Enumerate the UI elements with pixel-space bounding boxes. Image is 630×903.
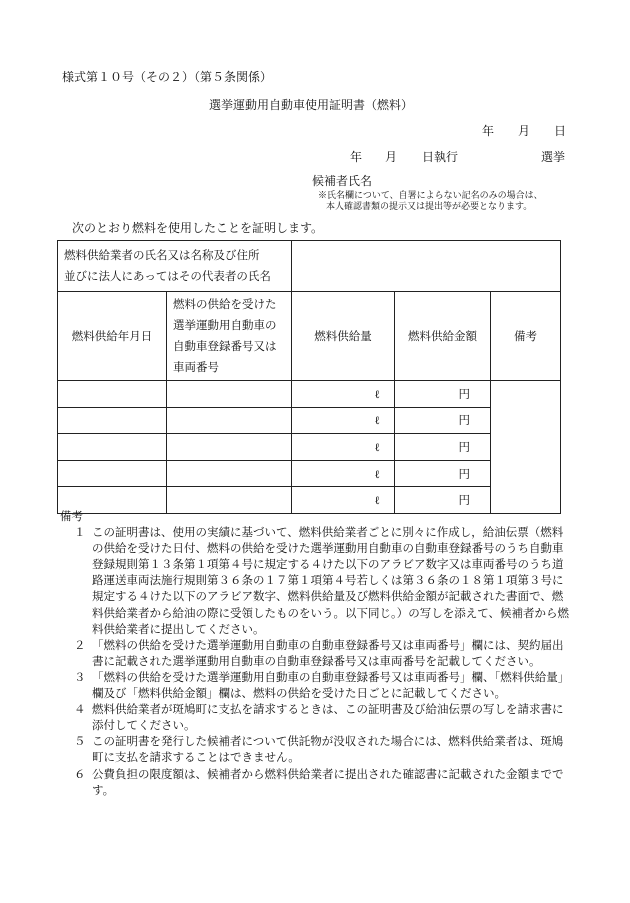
intro-text: 次のとおり燃料を使用したことを証明します。 [72, 221, 324, 235]
note-text: 燃料供給業者が斑鳩町に支払を請求するときは、この証明書及び給油伝票の写しを請求書に添付してください。 [92, 702, 564, 733]
supplier-label-line-2: 並びに法人にあってはその代表者の氏名 [64, 269, 271, 283]
note-item [60, 766, 570, 798]
note-text: 「燃料の供給を受けた選挙運動用自動車の自動車登録番号又は車両番号」欄には、契約届出書に記載された選挙運動用自動車の自動車登録番号又は車両番号を記載してください。 [92, 637, 564, 668]
candidate-note-2: 本人確認書類の提示又は提出等が必要となります。 [326, 202, 533, 212]
table-row [58, 434, 561, 461]
header-remarks: 備考 [491, 292, 561, 381]
header-row [58, 292, 561, 381]
table-row [58, 381, 561, 408]
form-number: 様式第１０号（その２）（第５条関係） [62, 70, 273, 84]
vehicle-cell[interactable] [167, 460, 292, 487]
header-price: 燃料供給金額 [395, 292, 491, 381]
fuel-certificate-table [57, 240, 561, 514]
header-vehicle [167, 292, 292, 381]
note-item [60, 524, 570, 637]
header-vehicle-line-4: 車両番号 [173, 360, 219, 374]
vehicle-cell[interactable] [167, 407, 292, 434]
election-month: 月 [385, 150, 398, 164]
date-cell[interactable] [58, 460, 167, 487]
notes-title: 備考 [60, 509, 83, 523]
date-cell[interactable] [58, 434, 167, 461]
header-vehicle-line-3: 自動車登録番号又は [173, 339, 277, 353]
amount-cell[interactable]: ℓ [292, 434, 395, 461]
note-number: ３ [74, 669, 86, 684]
date-day: 日 [554, 124, 567, 138]
note-number: ２ [74, 637, 86, 652]
table-row [58, 460, 561, 487]
supplier-label-line-1: 燃料供給業者の氏名又は名称及び住所 [64, 248, 260, 262]
header-amount: 燃料供給量 [292, 292, 395, 381]
price-cell[interactable]: 円 [395, 407, 491, 434]
price-cell[interactable]: 円 [395, 460, 491, 487]
amount-cell[interactable]: ℓ [292, 381, 395, 408]
note-number: ５ [74, 734, 86, 749]
vehicle-cell[interactable] [167, 434, 292, 461]
date-cell[interactable] [58, 407, 167, 434]
supplier-label-cell [58, 241, 292, 292]
date-year: 年 [482, 124, 495, 138]
note-item [60, 669, 570, 701]
price-cell[interactable]: 円 [395, 381, 491, 408]
election-year: 年 [350, 150, 363, 164]
amount-cell[interactable]: ℓ [292, 487, 395, 514]
price-cell[interactable]: 円 [395, 434, 491, 461]
note-number: ４ [74, 702, 86, 717]
amount-cell[interactable]: ℓ [292, 460, 395, 487]
supplier-input-cell[interactable] [292, 241, 561, 292]
table-row [58, 407, 561, 434]
note-item [60, 701, 570, 733]
note-text: 「燃料の供給を受けた選挙運動用自動車の自動車登録番号又は車両番号」欄、「燃料供給量」欄及び「燃料供給金額」欄は、燃料の供給を受けた日ごとに記載してください。 [92, 669, 570, 701]
notes-section [60, 508, 570, 798]
date-cell[interactable] [58, 381, 167, 408]
date-month: 月 [518, 124, 531, 138]
note-text: この証明書を発行した候補者について供託物が没収された場合には、燃料供給業者は、斑鳩町に支払を請求することはできません。 [92, 734, 564, 765]
candidate-name-label: 候補者氏名 [312, 174, 373, 188]
header-vehicle-line-1: 燃料の供給を受けた [173, 297, 277, 311]
amount-cell[interactable]: ℓ [292, 407, 395, 434]
note-item [60, 733, 570, 765]
remarks-cell[interactable] [491, 381, 561, 514]
price-cell[interactable]: 円 [395, 487, 491, 514]
note-number: １ [74, 525, 86, 540]
page-title: 選挙運動用自動車使用証明書（燃料） [209, 98, 414, 112]
candidate-note-1: ※氏名欄について、自署によらない記名のみの場合は、 [318, 191, 543, 201]
note-item [60, 637, 570, 669]
vehicle-cell[interactable] [167, 381, 292, 408]
election-label: 選挙 [541, 150, 566, 164]
note-text: 公費負担の限度額は、候補者から燃料供給業者に提出された確認書に記載された金額までです。 [92, 766, 564, 797]
supplier-row [58, 241, 561, 292]
header-date: 燃料供給年月日 [58, 292, 167, 381]
note-number: ６ [74, 766, 86, 781]
election-held: 日執行 [422, 150, 459, 164]
note-text: この証明書は、使用の実績に基づいて、燃料供給業者ごとに別々に作成し，給油伝票（燃料の供給を受けた日付、燃料の供給を受けた選挙運動用自動車の自動車登録番号のうち自動車登録規則第１３条第１項第４号に規定する４けた以下のアラビア数字又は車両番号のうち道路運送車両法施行規則第３６条の１７第１項第４号若しくは第３６条の１８第１項第３号に規定する４けた以下のアラビア数字、燃料供給量及び燃料供給金額が記載された書面で、燃料供給業者から給油の際に受領したものをいう。以下同じ。）の写しを添えて、候補者から燃料供給業者に提出してください。 [92, 525, 570, 636]
header-vehicle-line-2: 選挙運動用自動車の [173, 318, 277, 332]
